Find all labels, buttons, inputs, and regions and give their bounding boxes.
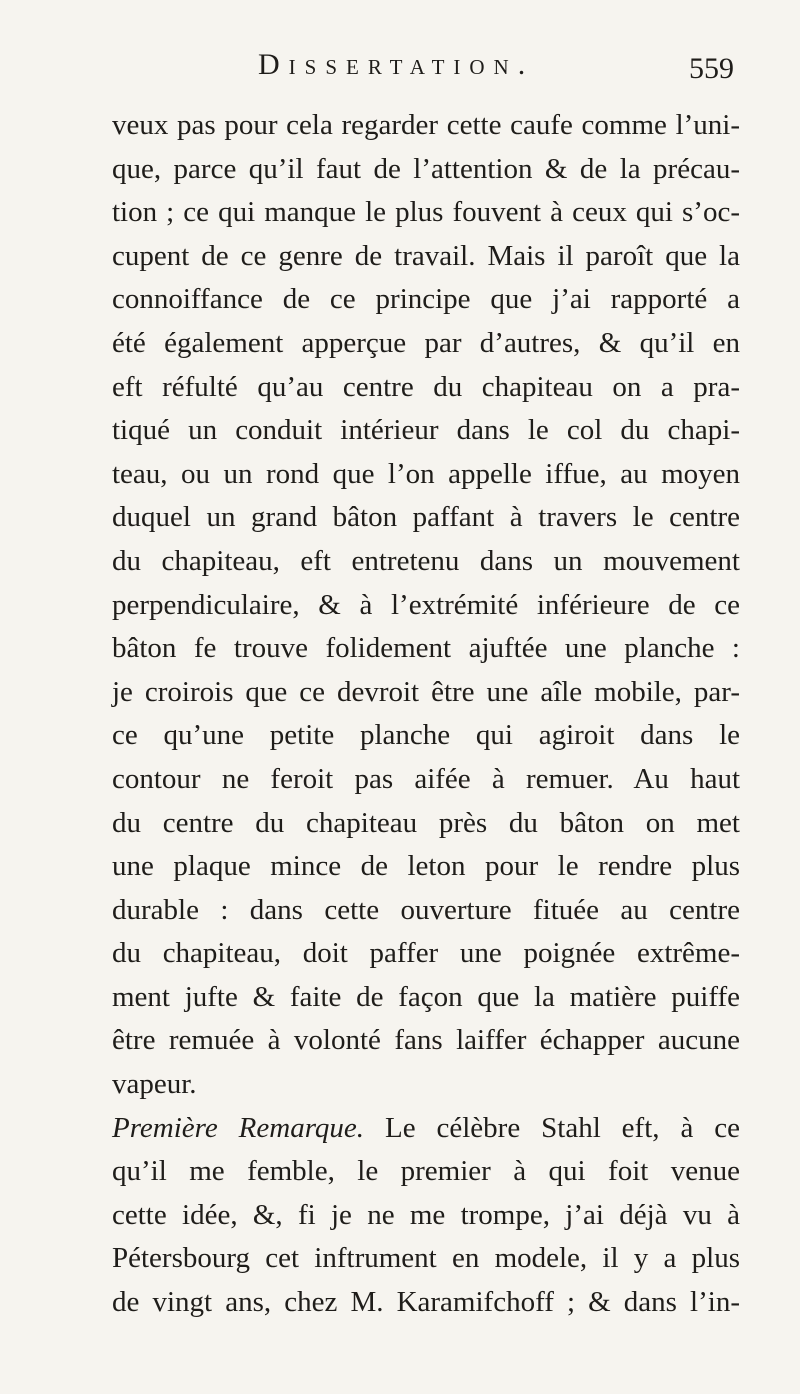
- text-line: qu’il me femble, le premier à qui foit venue: [112, 1155, 740, 1188]
- text-line: du centre du chapiteau près du bâton on met: [112, 806, 740, 839]
- text-line: une plaque mince de leton pour le rendre plus: [112, 850, 740, 883]
- text-line: contour ne feroit pas aifée à remuer. Au haut: [112, 762, 740, 795]
- text-line: duquel un grand bâton paffant à travers le centre: [112, 501, 740, 534]
- text-line: tiqué un conduit intérieur dans le col du chapi-: [112, 414, 740, 447]
- running-head: [0, 38, 800, 98]
- text-line: être remuée à volonté fans laiffer échapper aucune: [112, 1024, 740, 1057]
- text-line: eft réfulté qu’au centre du chapiteau on a pra-: [112, 370, 740, 403]
- text-line: tion ; ce qui manque le plus fouvent à ceux qui s’oc-: [112, 196, 740, 229]
- remark-first-line-text: Le célèbre Stahl eft, à ce: [384, 1111, 741, 1144]
- text-line: bâton fe trouve folidement ajuftée une planche :: [112, 632, 740, 665]
- running-title: Dissertation.: [258, 48, 535, 81]
- text-line: cette idée, &, fi je ne me trompe, j’ai déjà vu à: [112, 1198, 740, 1231]
- remark-first-line: [112, 1107, 740, 1151]
- body-text: [112, 104, 740, 1325]
- text-line: vapeur.: [112, 1068, 197, 1101]
- text-line: cupent de ce genre de travail. Mais il paroît que la: [112, 239, 740, 272]
- text-line: du chapiteau, eft entretenu dans un mouvement: [112, 544, 740, 577]
- text-line: du chapiteau, doit paffer une poignée extrême-: [112, 937, 740, 970]
- text-line: été également apperçue par d’autres, & qu’il en: [112, 326, 740, 359]
- text-line: perpendiculaire, & à l’extrémité inférieure de ce: [112, 588, 740, 621]
- text-line: de vingt ans, chez M. Karamifchoff ; & dans l’in-: [112, 1286, 740, 1319]
- text-line: connoiffance de ce principe que j’ai rapporté a: [112, 283, 740, 316]
- remark-heading: Première Remarque.: [112, 1111, 365, 1144]
- text-line: ce qu’une petite planche qui agiroit dans le: [112, 719, 740, 752]
- text-line: je croirois que ce devroit être une aîle mobile, par-: [112, 675, 740, 708]
- text-line: ment jufte & faite de façon que la matière puiffe: [112, 980, 740, 1013]
- text-line: que, parce qu’il faut de l’attention & de la précau-: [112, 152, 740, 185]
- text-line: teau, ou un rond que l’on appelle iffue, au moyen: [112, 457, 740, 490]
- text-line: veux pas pour cela regarder cette caufe comme l’uni-: [112, 109, 740, 141]
- text-line: durable : dans cette ouverture fituée au centre: [112, 893, 740, 926]
- text-line: Pétersbourg cet inftrument en modele, il y a plus: [112, 1242, 740, 1275]
- page-number: 559: [689, 52, 734, 85]
